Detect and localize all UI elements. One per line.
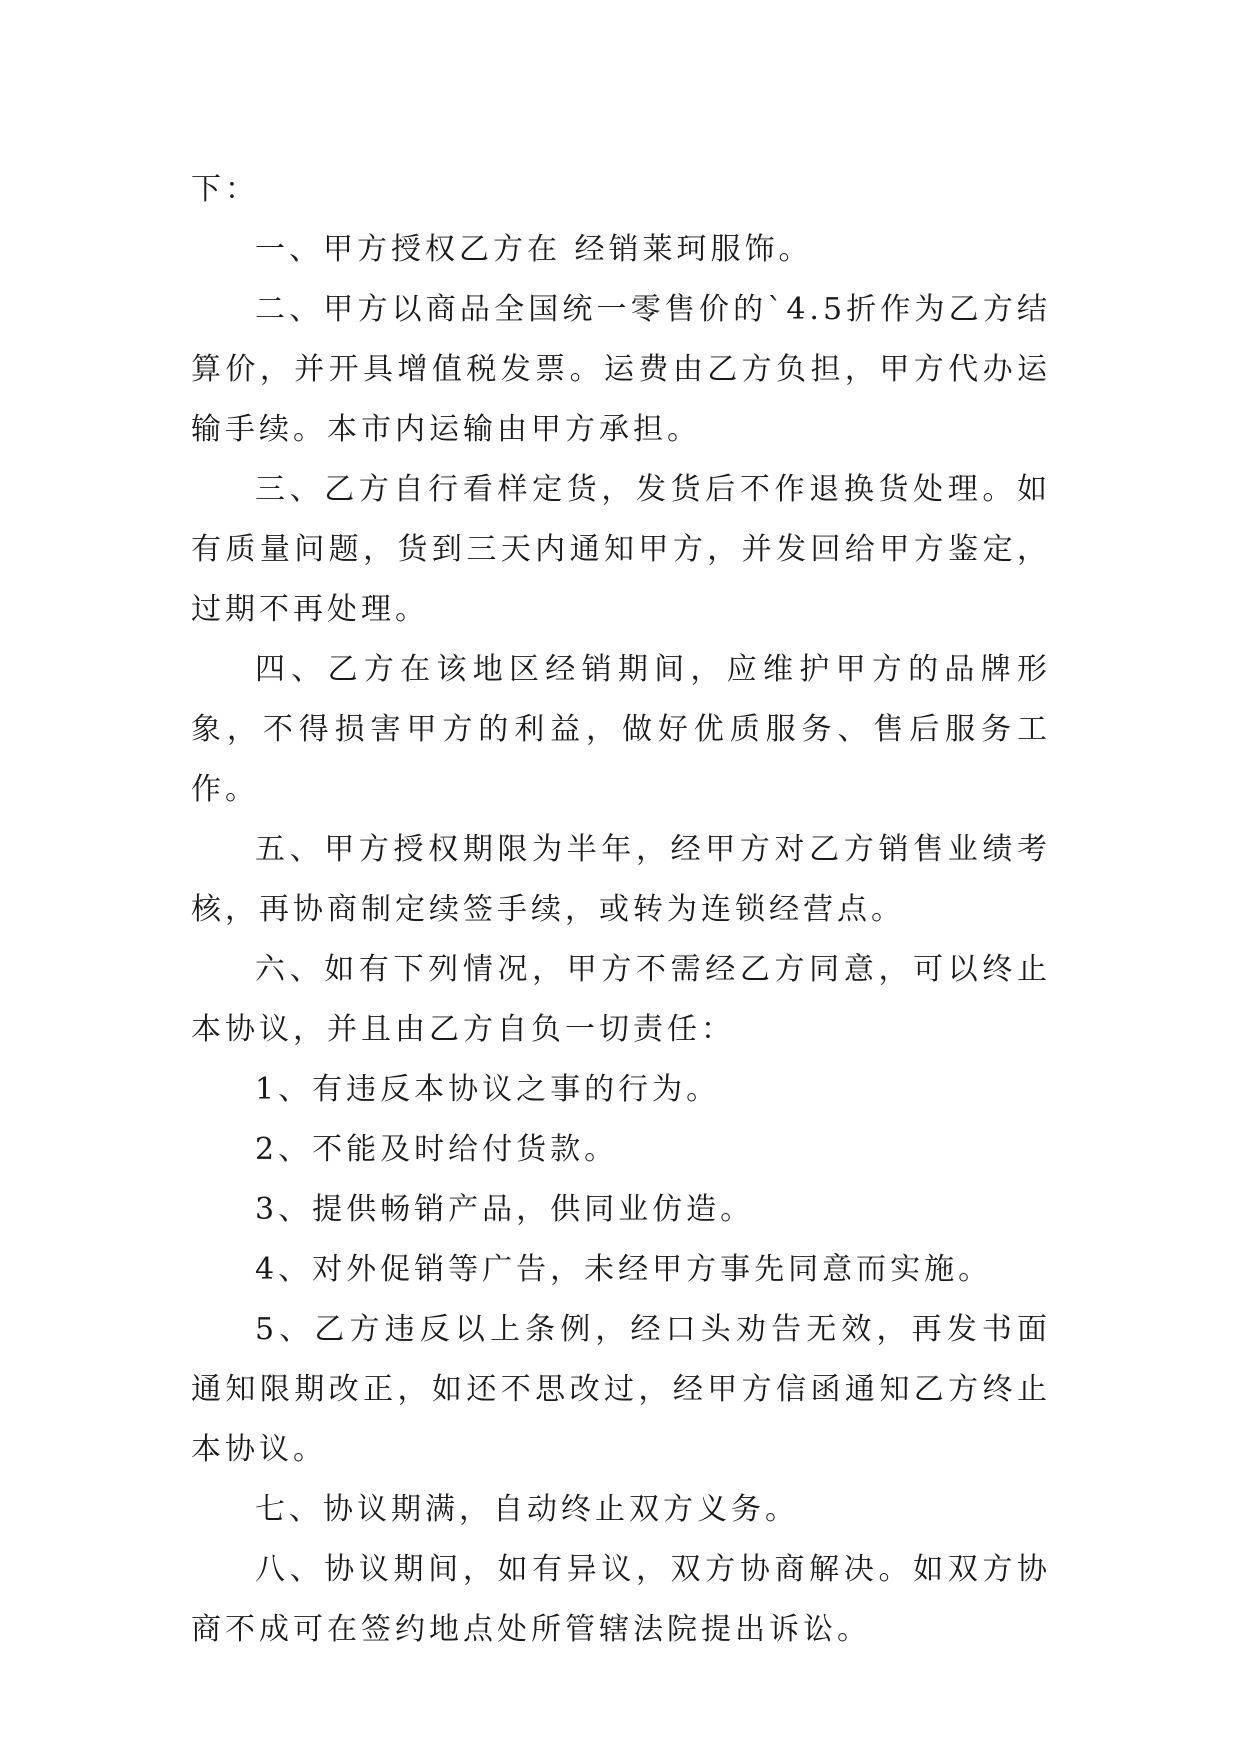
sub-item-3: 3、提供畅销产品，供同业仿造。 xyxy=(255,1192,755,1227)
clause-5: 五、甲方授权期限为半年，经甲方对乙方销售业绩考核，再协商制定续签手续，或转为连锁经营点。 xyxy=(191,832,1051,927)
clause-7: 七、协议期满，自动终止双方义务。 xyxy=(255,1492,799,1527)
clause-1: 一、甲方授权乙方在 经销莱珂服饰。 xyxy=(255,232,813,267)
clause-8: 八、协议期间，如有异议，双方协商解决。如双方协商不成可在签约地点处所管辖法院提出诉讼。 xyxy=(191,1552,1051,1647)
clause-6: 六、如有下列情况，甲方不需经乙方同意，可以终止本协议，并且由乙方自负一切责任： xyxy=(191,952,1051,1047)
clause-4: 四、乙方在该地区经销期间，应维护甲方的品牌形象，不得损害甲方的利益，做好优质服务、售后服务工作。 xyxy=(191,652,1051,807)
sub-item-5: 5、乙方违反以上条例，经口头劝告无效，再发书面通知限期改正，如还不思改过，经甲方信函通知乙方终止本协议。 xyxy=(191,1312,1051,1467)
sub-item-2: 2、不能及时给付货款。 xyxy=(255,1132,619,1167)
sub-item-1: 1、有违反本协议之事的行为。 xyxy=(255,1072,721,1107)
sub-item-4: 4、对外促销等广告，未经甲方事先同意而实施。 xyxy=(255,1252,993,1287)
clause-2: 二、甲方以商品全国统一零售价的`4.5折作为乙方结算价，并开具增值税发票。运费由乙方负担，甲方代办运输手续。本市内运输由甲方承担。 xyxy=(191,292,1051,447)
paragraph-continuation: 下： xyxy=(191,172,259,207)
document-body xyxy=(191,160,1051,1660)
clause-3: 三、乙方自行看样定货，发货后不作退换货处理。如有质量问题，货到三天内通知甲方，并发回给甲方鉴定，过期不再处理。 xyxy=(191,472,1051,627)
